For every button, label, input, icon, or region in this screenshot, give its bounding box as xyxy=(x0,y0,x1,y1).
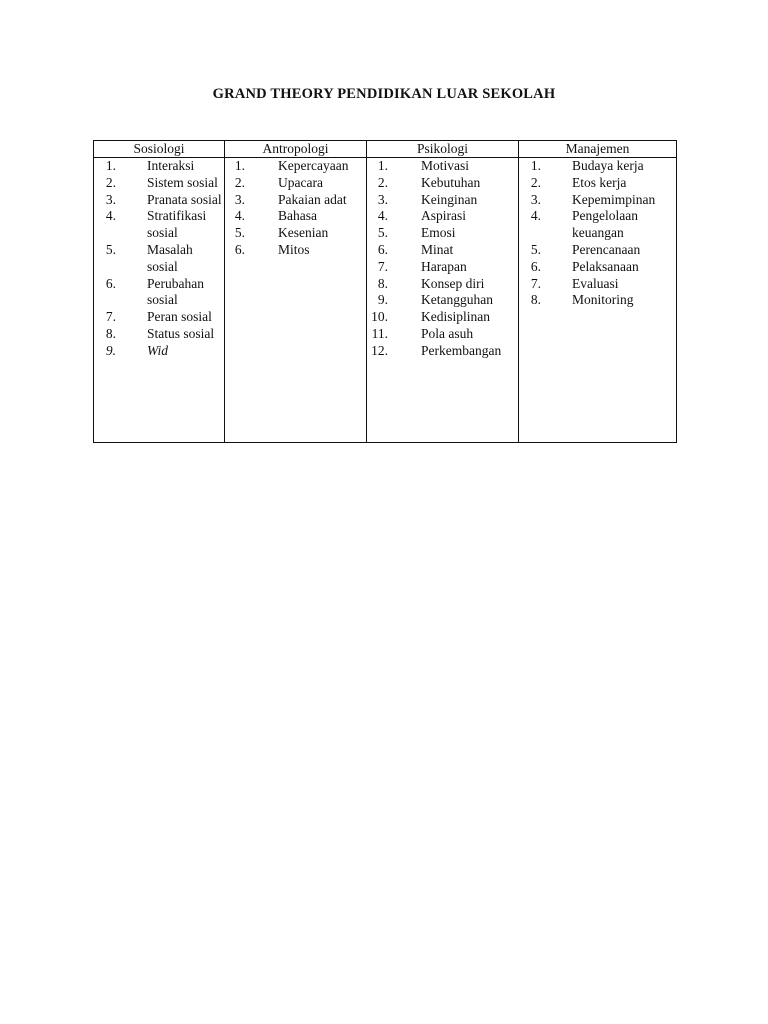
list-item-number: 5. xyxy=(377,225,388,241)
list-item-text: Pengelolaan keuangan xyxy=(572,208,638,241)
list-item-number: 3. xyxy=(530,191,541,207)
list-item-number: 6. xyxy=(530,258,541,274)
list-item-text: Etos kerja xyxy=(572,174,627,190)
list-item xyxy=(519,192,676,209)
list-item-number: 7. xyxy=(530,275,541,291)
list-item-number: 3. xyxy=(105,191,116,207)
list-item-number: 6. xyxy=(105,275,116,291)
list-item-text: Minat xyxy=(421,241,454,257)
cell-antropologi xyxy=(225,158,367,443)
list-item-text: Perubahan sosial xyxy=(147,275,204,308)
list-item-text: Kepemimpinan xyxy=(572,191,656,207)
header-psikologi: Psikologi xyxy=(367,141,519,158)
list-item xyxy=(367,326,518,343)
list-item-number: 4. xyxy=(105,208,116,224)
list-item-number: 5. xyxy=(234,225,245,241)
list-item-number: 2. xyxy=(105,174,116,190)
list-item-number: 4. xyxy=(377,208,388,224)
list-item-text: Peran sosial xyxy=(147,309,212,325)
list-antropologi xyxy=(225,158,366,259)
list-item-number: 5. xyxy=(105,241,116,257)
cell-manajemen xyxy=(519,158,677,443)
list-item-text: Status sosial xyxy=(147,325,215,341)
list-sosiologi xyxy=(94,158,224,360)
list-item xyxy=(367,343,518,360)
list-item-text: Masalah sosial xyxy=(147,241,193,274)
list-item xyxy=(94,158,224,175)
list-item xyxy=(519,242,676,259)
list-item xyxy=(367,242,518,259)
list-item xyxy=(367,292,518,309)
list-item-text: Bahasa xyxy=(278,208,317,224)
cell-sosiologi xyxy=(94,158,225,443)
list-item xyxy=(367,158,518,175)
list-item-text: Harapan xyxy=(421,258,467,274)
list-item xyxy=(225,208,366,225)
list-item-text: Kedisiplinan xyxy=(421,309,490,325)
list-item-text: Evaluasi xyxy=(572,275,619,291)
list-item xyxy=(519,158,676,175)
table-body-row xyxy=(94,158,677,443)
list-item xyxy=(367,225,518,242)
list-item-text: Stratifikasi sosial xyxy=(147,208,207,241)
list-item xyxy=(519,175,676,192)
list-item-number: 1. xyxy=(530,158,541,173)
list-item-text: Kesenian xyxy=(278,225,329,241)
cell-psikologi xyxy=(367,158,519,443)
list-item-text: Pola asuh xyxy=(421,325,474,341)
list-item xyxy=(225,158,366,175)
list-item xyxy=(367,276,518,293)
list-item xyxy=(225,192,366,209)
list-item xyxy=(94,326,224,343)
list-item-text: Wid xyxy=(147,342,169,358)
list-item-number: 3. xyxy=(377,191,388,207)
list-item xyxy=(367,309,518,326)
list-item xyxy=(225,225,366,242)
list-item xyxy=(367,208,518,225)
page-title: GRAND THEORY PENDIDIKAN LUAR SEKOLAH xyxy=(212,86,556,102)
list-item-number: 4. xyxy=(234,208,245,224)
header-manajemen: Manajemen xyxy=(519,141,677,158)
list-item xyxy=(94,192,224,209)
list-item xyxy=(94,309,224,326)
list-psikologi xyxy=(367,158,518,360)
list-item-number: 2. xyxy=(234,174,245,190)
list-item-text: Pranata sosial xyxy=(147,191,222,207)
list-item-text: Mitos xyxy=(278,241,310,257)
list-item-text: Sistem sosial xyxy=(147,174,218,190)
list-item xyxy=(94,242,224,276)
list-item-number: 6. xyxy=(377,241,388,257)
list-item-number: 11. xyxy=(371,325,388,341)
list-item-text: Monitoring xyxy=(572,292,634,308)
list-item-number: 7. xyxy=(377,258,388,274)
list-item-number: 4. xyxy=(530,208,541,224)
list-item-number: 3. xyxy=(234,191,245,207)
list-item-text: Keinginan xyxy=(421,191,478,207)
list-item-number: 8. xyxy=(377,275,388,291)
list-manajemen xyxy=(519,158,676,309)
list-item-number: 1. xyxy=(234,158,245,173)
list-item-text: Pelaksanaan xyxy=(572,258,639,274)
table-header-row xyxy=(94,141,677,158)
theory-table xyxy=(93,140,677,443)
list-item-number: 2. xyxy=(377,174,388,190)
list-item-text: Perkembangan xyxy=(421,342,502,358)
list-item-text: Pakaian adat xyxy=(278,191,347,207)
list-item-number: 12. xyxy=(371,342,388,358)
list-item xyxy=(94,343,224,360)
list-item-number: 8. xyxy=(105,325,116,341)
list-item-number: 9. xyxy=(105,342,116,358)
list-item-number: 5. xyxy=(530,241,541,257)
list-item xyxy=(519,292,676,309)
list-item xyxy=(225,242,366,259)
list-item-number: 10. xyxy=(371,309,388,325)
list-item xyxy=(94,175,224,192)
list-item xyxy=(367,259,518,276)
list-item xyxy=(367,175,518,192)
list-item xyxy=(519,259,676,276)
list-item xyxy=(94,208,224,242)
list-item xyxy=(225,175,366,192)
list-item-number: 1. xyxy=(105,158,116,173)
list-item-text: Kebutuhan xyxy=(421,174,481,190)
list-item-number: 6. xyxy=(234,241,245,257)
list-item-text: Emosi xyxy=(421,225,456,241)
list-item-text: Perencanaan xyxy=(572,241,641,257)
list-item xyxy=(367,192,518,209)
list-item-text: Interaksi xyxy=(147,158,195,173)
list-item-number: 2. xyxy=(530,174,541,190)
list-item xyxy=(519,276,676,293)
list-item-text: Konsep diri xyxy=(421,275,485,291)
list-item-number: 8. xyxy=(530,292,541,308)
header-antropologi: Antropologi xyxy=(225,141,367,158)
list-item-text: Upacara xyxy=(278,174,323,190)
list-item-text: Ketangguhan xyxy=(421,292,493,308)
list-item-number: 7. xyxy=(105,309,116,325)
list-item-text: Motivasi xyxy=(421,158,470,173)
list-item-number: 9. xyxy=(377,292,388,308)
list-item-number: 1. xyxy=(377,158,388,173)
header-sosiologi: Sosiologi xyxy=(94,141,225,158)
list-item xyxy=(519,208,676,242)
list-item-text: Aspirasi xyxy=(421,208,466,224)
list-item xyxy=(94,276,224,310)
list-item-text: Kepercayaan xyxy=(278,158,349,173)
list-item-text: Budaya kerja xyxy=(572,158,644,173)
